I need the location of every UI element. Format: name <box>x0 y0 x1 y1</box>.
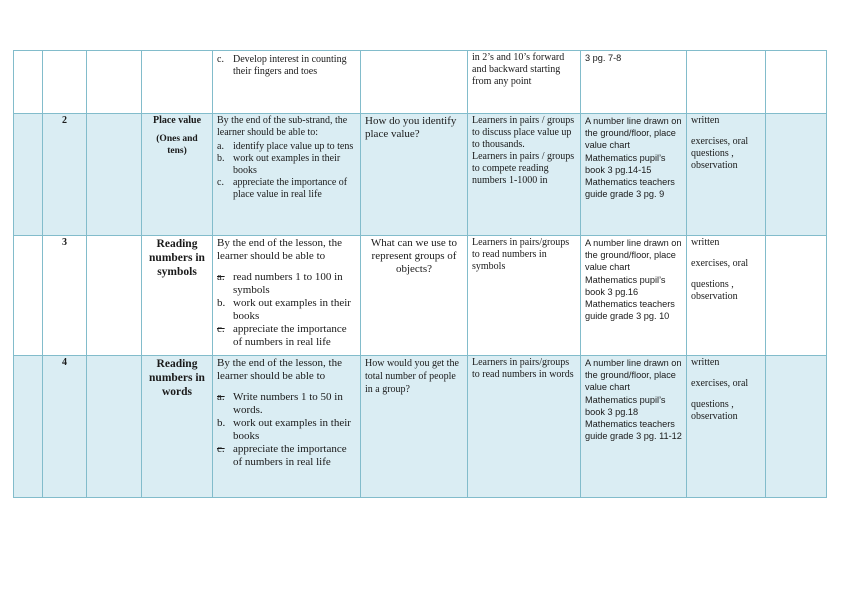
learning-activity: in 2’s and 10’s forward and backward starting from any point <box>472 52 565 87</box>
objective-marker: a. <box>217 271 225 283</box>
objective-item <box>217 177 356 201</box>
week-number: 4 <box>43 356 87 498</box>
objective-text: work out examples in their books <box>233 153 341 176</box>
topic-title: Place value <box>152 115 202 126</box>
table-row <box>14 356 827 498</box>
lesson-cell <box>14 51 43 114</box>
key-inquiry-question: What can we use to represent groups of objects? <box>361 236 468 356</box>
objective-marker: c. <box>217 54 224 65</box>
objective-item <box>217 391 356 417</box>
key-inquiry-question: How do you identify place value? <box>361 114 468 236</box>
assessment-method: written <box>691 237 720 248</box>
objectives-cell <box>213 114 361 236</box>
learning-resources: 3 pg. 7-8 <box>581 51 687 114</box>
objectives-intro: By the end of the sub-strand, the learner should be able to: <box>217 115 348 138</box>
objectives-intro: By the end of the lesson, the learner should be able to <box>217 357 342 382</box>
assessment-cell <box>687 236 766 356</box>
learning-activities-cell <box>468 114 581 236</box>
objective-text: appreciate the importance of place value in real life <box>233 177 348 200</box>
strand-cell <box>87 114 142 236</box>
topic-title: Reading numbers in symbols <box>149 238 205 278</box>
learning-activity: Learners in pairs/groups to read numbers in words <box>472 357 574 380</box>
week-number: 3 <box>43 236 87 356</box>
objective-text: appreciate the importance of numbers in real life <box>233 443 347 468</box>
objective-item <box>217 443 356 469</box>
learning-resources: A number line drawn on the ground/floor, place value chart Mathematics pupil’s book 3 pg.14-15 Mathematics teachers guide grade 3 pg. 9 <box>581 114 687 236</box>
learning-activities-cell <box>468 51 581 114</box>
lesson-cell <box>14 356 43 498</box>
objectives-list <box>217 271 356 349</box>
strand-cell <box>87 356 142 498</box>
assessment-method: questions , observation <box>691 279 738 302</box>
assessment-cell <box>687 51 766 114</box>
learning-activities-cell <box>468 356 581 498</box>
scheme-of-work-table <box>13 50 827 498</box>
assessment-cell <box>687 114 766 236</box>
learning-activity: Learners in pairs/groups to read numbers in symbols <box>472 237 570 272</box>
objective-marker: c. <box>217 323 225 335</box>
objective-item <box>217 54 356 78</box>
assessment-method: questions , observation <box>691 399 738 422</box>
objective-item <box>217 417 356 443</box>
objective-text: Develop interest in counting their fingers and toes <box>233 54 347 77</box>
objective-marker: c. <box>217 177 224 188</box>
lesson-cell <box>14 114 43 236</box>
objective-text: appreciate the importance of numbers in real life <box>233 323 347 348</box>
topic-subtitle: (Ones and tens) <box>156 134 198 156</box>
assessment-cell <box>687 356 766 498</box>
objective-marker: b. <box>217 417 226 429</box>
objective-text: work out examples in their books <box>233 417 351 442</box>
topic-cell <box>142 356 213 498</box>
objectives-list <box>217 141 356 201</box>
objectives-intro: By the end of the lesson, the learner should be able to <box>217 237 342 262</box>
learning-resources: A number line drawn on the ground/floor, place value chart Mathematics pupil’s book 3 pg.16 Mathematics teachers guide grade 3 pg. 10 <box>581 236 687 356</box>
lesson-cell <box>14 236 43 356</box>
objective-item <box>217 271 356 297</box>
topic-cell <box>142 114 213 236</box>
assessment-method: exercises, oral <box>691 258 749 269</box>
objective-text: Write numbers 1 to 50 in words. <box>233 391 343 416</box>
objectives-cell <box>213 356 361 498</box>
assessment-method: written <box>691 115 720 126</box>
strand-cell <box>87 236 142 356</box>
key-inquiry-question <box>361 51 468 114</box>
assessment-method: exercises, oral questions , observation <box>691 136 749 171</box>
objective-text: work out examples in their books <box>233 297 351 322</box>
objective-text: identify place value up to tens <box>233 141 354 152</box>
objective-marker: b. <box>217 297 226 309</box>
week-number: 2 <box>43 114 87 236</box>
objective-marker: b. <box>217 153 225 164</box>
objective-text: read numbers 1 to 100 in symbols <box>233 271 343 296</box>
assessment-method: exercises, oral <box>691 378 749 389</box>
remarks-cell <box>766 236 827 356</box>
remarks-cell <box>766 356 827 498</box>
week-number <box>43 51 87 114</box>
assessment-method: written <box>691 357 720 368</box>
learning-activity: Learners in pairs / groups to discuss place value up to thousands. <box>472 115 575 150</box>
objectives-cell <box>213 236 361 356</box>
remarks-cell <box>766 51 827 114</box>
strand-cell <box>87 51 142 114</box>
objective-marker: a. <box>217 141 224 152</box>
objectives-cell <box>213 51 361 114</box>
learning-resources: A number line drawn on the ground/floor, place value chart Mathematics pupil’s book 3 pg.18 Mathematics teachers guide grade 3 pg. 11-12 <box>581 356 687 498</box>
key-inquiry-question: How would you get the total number of people in a group? <box>361 356 468 498</box>
table-row <box>14 114 827 236</box>
learning-activities-cell <box>468 236 581 356</box>
objective-item <box>217 153 356 177</box>
topic-title: Reading numbers in words <box>149 358 205 398</box>
objective-item <box>217 323 356 349</box>
remarks-cell <box>766 114 827 236</box>
objectives-list <box>217 391 356 469</box>
table-row <box>14 51 827 114</box>
topic-cell <box>142 236 213 356</box>
objective-item <box>217 297 356 323</box>
objective-item <box>217 141 356 153</box>
objectives-list <box>217 54 356 78</box>
topic-cell <box>142 51 213 114</box>
table-row <box>14 236 827 356</box>
learning-activity: Learners in pairs / groups to compete reading numbers 1-1000 in <box>472 151 575 186</box>
objective-marker: c. <box>217 443 225 455</box>
objective-marker: a. <box>217 391 225 403</box>
